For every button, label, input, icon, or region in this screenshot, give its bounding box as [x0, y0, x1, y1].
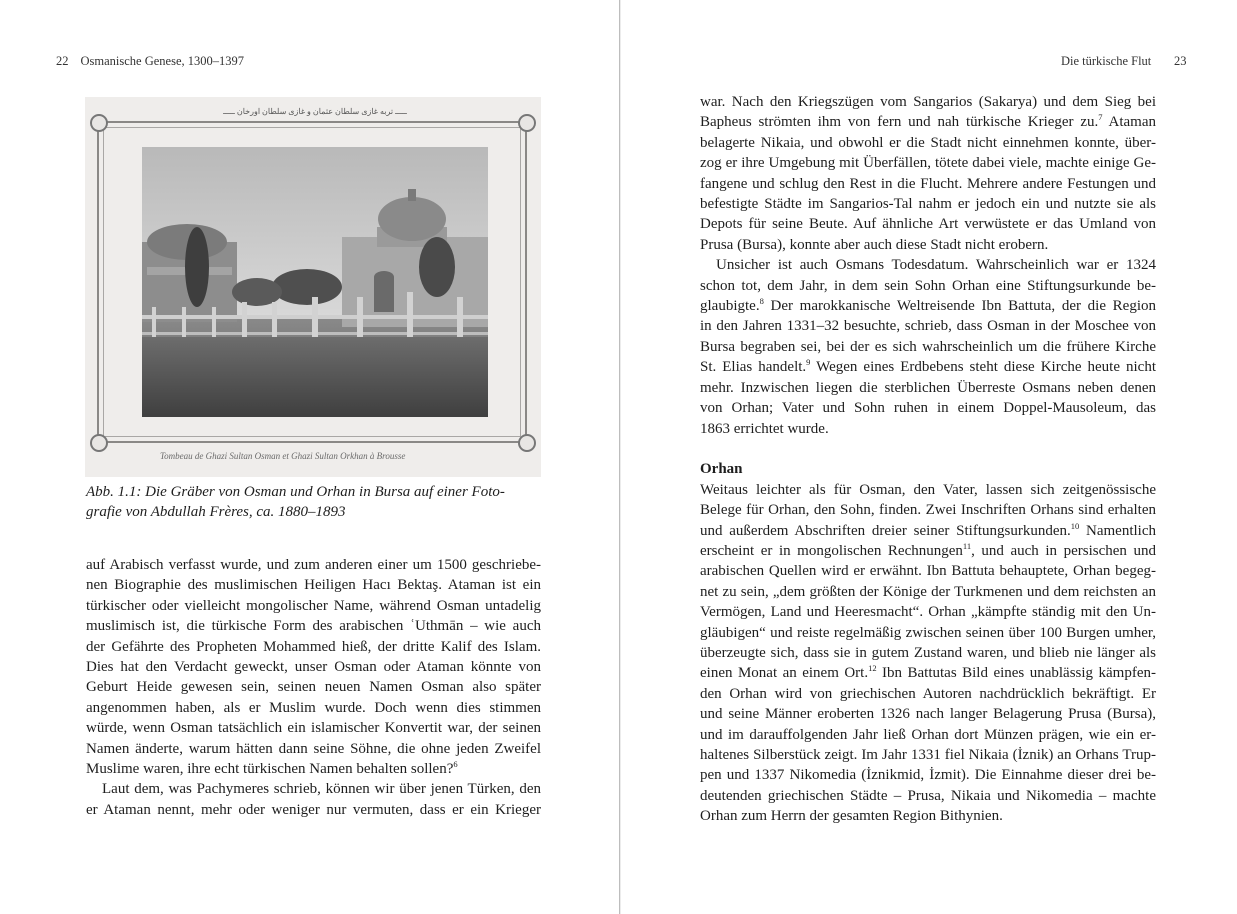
text-fragment: Wegen eines Erdbebens steht diese Kirche heute nicht: [810, 359, 1156, 376]
text-line: nen Biographie des muslimischen Heiligen Hacı Bektaş. Ataman ist ein: [86, 577, 541, 594]
text-fragment: einen Monat an einem Ort.: [700, 665, 869, 682]
text-line: Dies hat den Verdacht geweckt, unser Osman oder Ataman könnte von: [86, 659, 541, 676]
text-line: [700, 296, 1156, 316]
text-line: muslimisch ist, die türkische Form des arabischen ʿUthmān – wie auch: [86, 618, 541, 635]
text-line: und im darauffolgenden Jahr ließ Orhan dort Münzen prägen, wie ein er-: [700, 726, 1156, 743]
text-line: Weitaus leichter als für Osman, den Vater, lassen sich zeitgenössische: [700, 481, 1156, 498]
frame-ornament: [518, 434, 536, 452]
text-line: [700, 541, 1156, 561]
text-line: Laut dem, was Pachymeres schrieb, können wir über jenen Türken, den: [102, 781, 541, 798]
text-line: Unsicher ist auch Osmans Todesdatum. Wahrscheinlich war er 1324: [716, 257, 1156, 274]
running-head-title: Osmanische Genese, 1300–1397: [80, 54, 245, 68]
footnote-ref[interactable]: 12: [868, 663, 877, 674]
text-fragment: , und auch in persischen und: [971, 542, 1156, 559]
text-fragment: Bapheus strömten ihm von fern und nah türkische Krieger zu.: [700, 114, 1099, 131]
text-line: 1863 errichtet wurde.: [700, 420, 829, 437]
text-line: zog er ihre Umgebung mit Überfällen, tötete dabei viele, machte einige Ge-: [700, 155, 1156, 172]
text-line: arabischen Quellen wird er erwähnt. Ibn Battuta behauptete, Orhan begeg-: [700, 563, 1156, 580]
footnote-ref[interactable]: 6: [453, 759, 458, 770]
text-line: auf Arabisch verfasst wurde, und zum anderen einer um 1500 geschriebe-: [86, 557, 541, 573]
caption-line: Abb. 1.1: Die Gräber von Osman und Orhan in Bursa auf einer Foto-: [86, 484, 505, 500]
text-fragment: St. Elias handelt.: [700, 359, 807, 376]
running-head-title: Die türkische Flut: [1061, 54, 1152, 68]
caption-line: grafie von Abdullah Frères, ca. 1880–1893: [86, 504, 346, 521]
text-line: net zu sein, „dem größten der Könige der Turkmenen und dem reichsten an: [700, 583, 1156, 600]
text-line: war. Nach den Kriegszügen vom Sangarios (Sakarya) und dem Sieg bei: [700, 94, 1156, 110]
text-line: würde, wenn Osman tatsächlich ein islamischer Konvertit war, der seinen: [86, 720, 541, 737]
footnote-ref[interactable]: 7: [1098, 112, 1103, 123]
figure-caption: [86, 482, 541, 523]
text-line: der Gefährte des Propheten Mohammed hieß, der dritte Kalif des Islam.: [86, 638, 541, 655]
text-fragment: Ataman: [1102, 114, 1156, 131]
text-fragment: erscheint er in mongolischen Rechnungen: [700, 542, 963, 559]
spacer: [700, 439, 1156, 459]
text-line: mehr. Inzwischen liegen die sterblichen Überreste Osmans neben denen: [700, 379, 1156, 396]
right-body-text: [700, 92, 1156, 827]
photo-inscription: Tombeau de Ghazi Sultan Osman et Ghazi Sultan Orkhan à Brousse: [160, 451, 406, 461]
text-line: [86, 759, 541, 779]
text-line: türkischer oder vielleicht mongolischer Name, während Osman untadelig: [86, 597, 541, 614]
text-line: in den Jahren 1331–32 besuchte, schrieb, dass Osman in der Moschee von: [700, 318, 1156, 335]
text-line: Depots für seine Beute. Auf ähnliche Art verwüstete er das Umland von: [700, 216, 1156, 233]
text-line: [700, 112, 1156, 132]
text-fragment: und außerdem Abschriften dreier seiner Stiftungsurkunden.: [700, 522, 1071, 539]
frame-ornament: [90, 434, 108, 452]
text-line: deutenden griechischen Städte – Prusa, Nikaia und Nikomedia – machte: [700, 787, 1156, 804]
running-head-left: [56, 54, 244, 69]
text-line: angenommen haben, als er Muslim wurde. Doch wenn dies stimmen: [86, 699, 541, 716]
section-heading: Orhan: [700, 461, 743, 478]
text-fragment: glaubigte.: [700, 298, 760, 315]
text-line: befestigte Städte im Sangarios-Tal nahm er jedoch ein und nutzte sie als: [700, 196, 1156, 213]
text-line: schon tot, dem Jahr, in dem sein Sohn Orhan eine Stiftungsurkunde be-: [700, 277, 1156, 294]
text-line: [700, 663, 1156, 683]
ottoman-inscription: ـــــ ﺗﺮﺑﻪ ﻏﺎزی ﺳﻠﻄﺎن ﻋﺜﻤﺎن و ﻏﺎزی ﺳﻠﻄﺎن اورﺧﺎن ـــــ: [223, 107, 407, 116]
mausoleum-photo: [142, 147, 488, 417]
text-line: und seine Männer eroberten 1326 nach langer Belagerung Prusa (Bursa),: [700, 706, 1156, 723]
text-line: Prusa (Bursa), konnte aber auch diese Stadt nicht erobern.: [700, 236, 1049, 253]
mausoleum-illustration: [142, 147, 488, 417]
text-line: haltenes Silberstück zeigt. Im Jahr 1331 fiel Nikaia (İznik) an Orhans Trup-: [700, 746, 1156, 763]
text-line: überzeugte sich, dass sie in gutem Zustand waren, und blieb nie länger als: [700, 644, 1156, 661]
frame-ornament: [518, 114, 536, 132]
left-body-text: [86, 555, 541, 820]
footnote-ref[interactable]: 9: [806, 357, 811, 368]
page-number: 23: [1174, 54, 1187, 68]
footnote-ref[interactable]: 8: [759, 296, 764, 307]
footnote-ref[interactable]: 11: [962, 540, 972, 551]
page-number: 22: [56, 54, 69, 68]
text-line: den Orhan wird von griechischen Autoren nachdrücklich bekräftigt. Er: [700, 685, 1156, 702]
figure-photograph: [85, 97, 541, 477]
text-line: Namen änderte, warum hätten dann seine Söhne, die ohne jeden Zweifel: [86, 740, 541, 757]
text-fragment: Ibn Battutas Bild eines unablässig kämpfen-: [876, 665, 1156, 682]
right-page: [621, 0, 1237, 914]
text-line: pen und 1337 Nikomedia (İznikmid, İzmit). Die Einnahme dieser drei be-: [700, 767, 1156, 784]
text-line: er Ataman nennt, mehr oder weniger nur vermuten, dass er ein Krieger: [86, 801, 541, 818]
text-line: von Orhan; Vater und Sohn ruhen in einem Doppel-Mausoleum, das: [700, 400, 1156, 417]
text-line: Orhan zum Herrn der gesamten Region Bithynien.: [700, 808, 1003, 825]
text-line: Belege für Orhan, den Sohn, finden. Zwei Inschriften Orhans sind erhalten: [700, 502, 1156, 519]
text-line: Bursa begraben sei, bei der es sich wahrscheinlich um die frühere Kirche: [700, 338, 1156, 355]
text-line: [700, 521, 1156, 541]
text-fragment: Namentlich: [1079, 522, 1156, 539]
text-fragment: Der marokkanische Weltreisende Ibn Battuta, der die Region: [763, 298, 1156, 315]
text-line: belagerte Nikaia, und obwohl er die Stadt nicht einnehmen konnte, über-: [700, 134, 1156, 151]
text-line: [700, 357, 1156, 377]
text-line: fangene und schlug den Rest in die Flucht. Mehrere andere Festungen und: [700, 175, 1156, 192]
text-fragment: Muslime waren, ihre echt türkischen Namen behalten sollen?: [86, 761, 454, 778]
text-line: gläubigen“ und reiste regelmäßig zwischen seinen über 100 Burgen umher,: [700, 624, 1156, 641]
text-line: Vermögen, Land und Heeresmacht“. Orhan „kämpfte ständig mit den Un-: [700, 604, 1156, 621]
frame-ornament: [90, 114, 108, 132]
text-line: Geburt Heide gewesen sein, seinen neuen Namen Osman also später: [86, 679, 541, 696]
footnote-ref[interactable]: 10: [1070, 520, 1080, 531]
